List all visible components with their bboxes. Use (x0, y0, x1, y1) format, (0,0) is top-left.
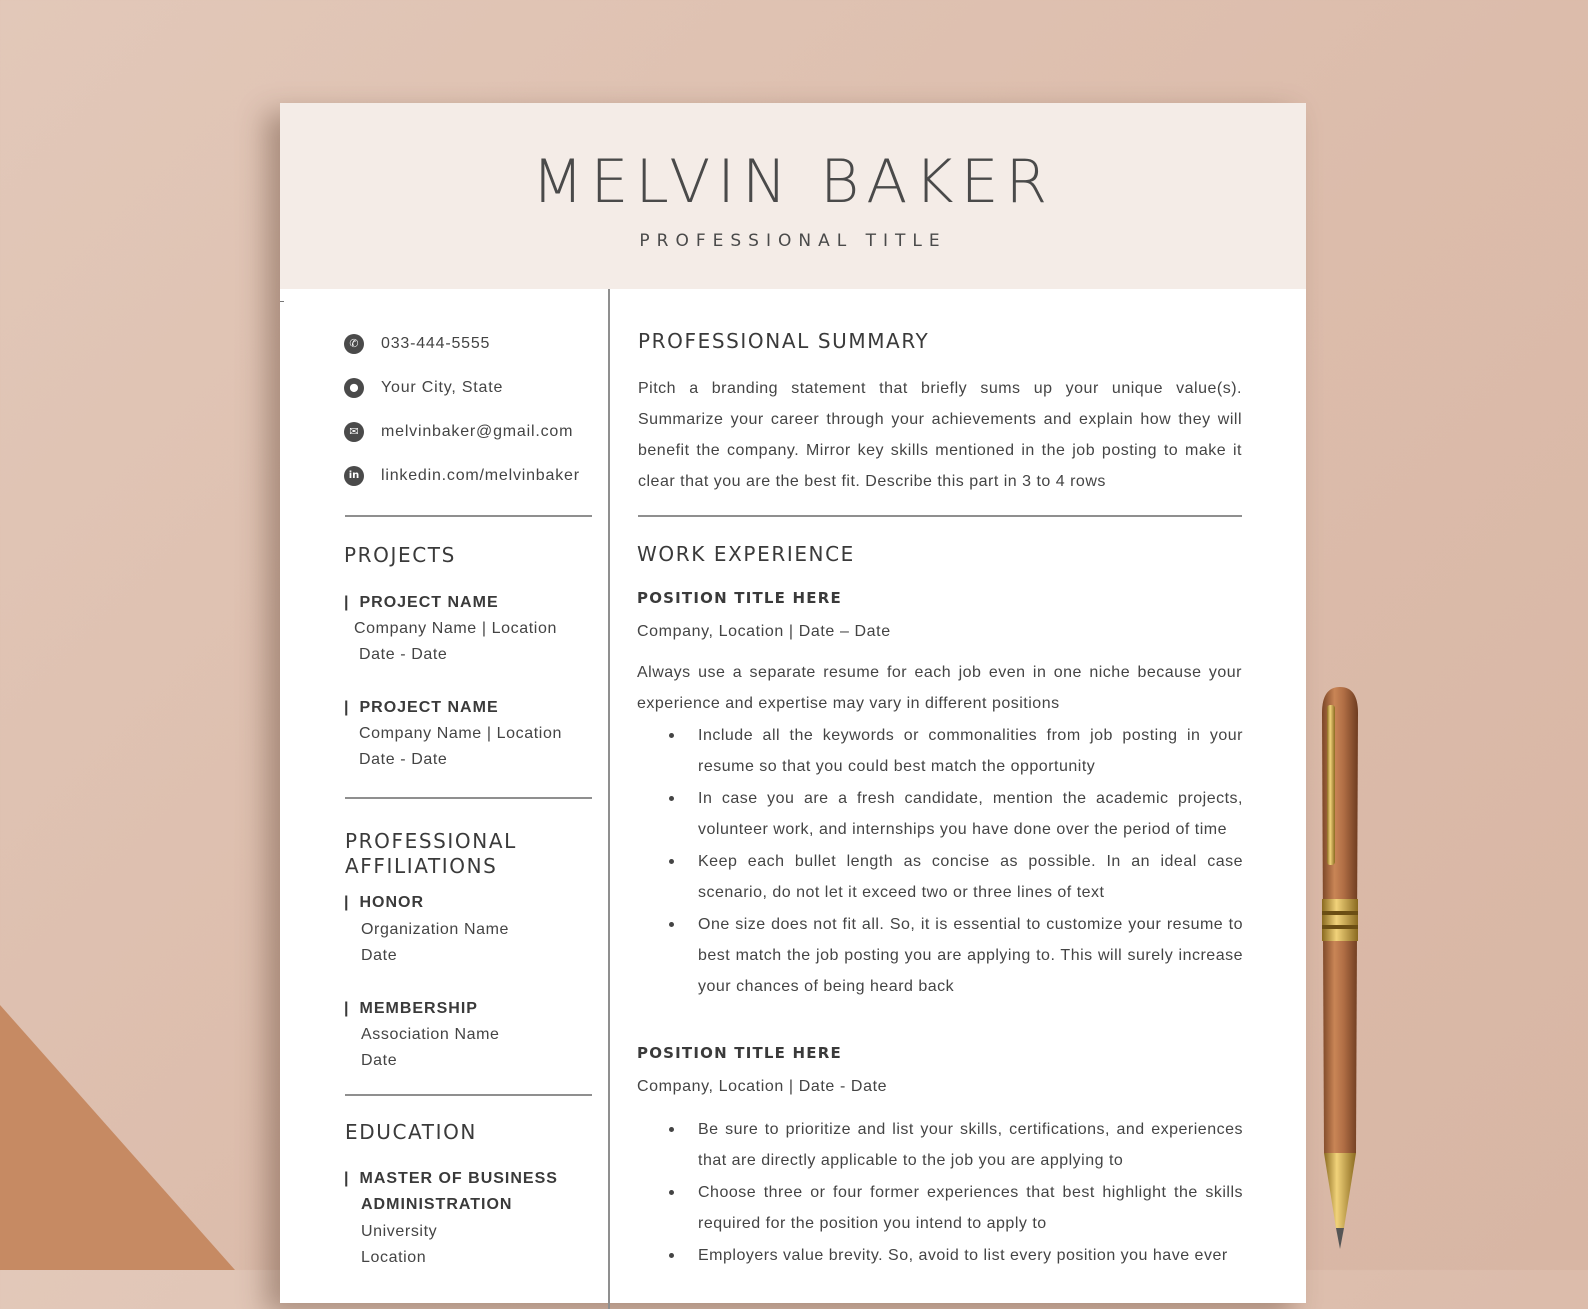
summary-text: Pitch a branding statement that briefly sums up your unique value(s). Summarize your career through your achievements and explain how they will benefit the company. Mirror key skills mentioned in the job posting to make it clear that you are the best fit. Describe this part in 3 to 4 rows (638, 380, 1242, 490)
affiliation-name: | MEMBERSHIP (344, 1000, 478, 1017)
corner-accent (0, 1005, 235, 1270)
list-item: One size does not fit all. So, it is essential to customize your resume to best match the job posting you are applying to. This will surely increase your chances of being heard back (698, 909, 1243, 1002)
affiliation-date: Date (361, 1052, 398, 1069)
position-description: Always use a separate resume for each job even in one niche because your experience and expertise may vary in different positions (637, 664, 1242, 712)
affiliation-org: Association Name (361, 1026, 500, 1043)
position-bullets (698, 720, 1243, 1003)
affiliation-name: | HONOR (344, 894, 425, 911)
resume-header (280, 103, 1306, 289)
project-name: | PROJECT NAME (344, 699, 499, 716)
list-item: In case you are a fresh candidate, mention the academic projects, volunteer work, and internships you have done over the period of time (698, 783, 1243, 845)
education-location: Location (361, 1249, 427, 1266)
affiliation-date: Date (361, 947, 398, 964)
position-bullets (698, 1114, 1243, 1272)
divider (345, 515, 592, 517)
summary-heading: PROFESSIONAL SUMMARY (638, 329, 930, 353)
email-text: melvinbaker@gmail.com (381, 423, 574, 440)
divider (638, 515, 1242, 517)
projects-heading: PROJECTS (344, 543, 456, 567)
phone-icon: ✆ (344, 334, 364, 354)
contact-phone (344, 333, 604, 357)
resume-page (280, 103, 1306, 1303)
list-item: Include all the keywords or commonalities from job posting in your resume so that you could best match the opportunity (698, 720, 1243, 782)
phone-text: 033-444-5555 (381, 335, 491, 352)
contact-location (344, 377, 604, 401)
education-heading: EDUCATION (345, 1120, 477, 1144)
list-item: Keep each bullet length as concise as possible. In an ideal case scenario, do not let it exceed two or three lines of text (698, 846, 1243, 908)
degree-line2: ADMINISTRATION (361, 1196, 513, 1213)
education-school: University (361, 1223, 438, 1240)
linkedin-text: linkedin.com/melvinbaker (381, 467, 580, 484)
position-title: POSITION TITLE HERE (637, 589, 842, 607)
linkedin-icon: in (344, 466, 364, 486)
project-company: Company Name | Location (359, 725, 562, 742)
project-company: Company Name | Location (354, 620, 557, 637)
affiliations-heading-line2: AFFILIATIONS (345, 854, 498, 878)
position-title: POSITION TITLE HERE (637, 1044, 842, 1062)
degree-line1: | MASTER OF BUSINESS (344, 1170, 558, 1187)
tick-mark (280, 301, 284, 302)
affiliation-org: Organization Name (361, 921, 510, 938)
list-item: Be sure to prioritize and list your skills, certifications, and experiences that are directly applicable to the job you are applying to (698, 1114, 1243, 1176)
location-icon: ⬤ (344, 378, 364, 398)
email-icon: ✉ (344, 422, 364, 442)
contact-linkedin (344, 465, 604, 489)
column-divider (608, 289, 610, 1309)
candidate-name: MELVIN BAKER (531, 147, 1055, 217)
experience-heading: WORK EXPERIENCE (637, 542, 855, 566)
location-text: Your City, State (381, 379, 504, 396)
contact-email (344, 421, 604, 445)
project-date: Date - Date (359, 751, 448, 768)
position-company: Company, Location | Date - Date (637, 1078, 888, 1095)
position-company: Company, Location | Date – Date (637, 623, 891, 640)
divider (345, 797, 592, 799)
project-name: | PROJECT NAME (344, 594, 499, 611)
affiliations-heading-line1: PROFESSIONAL (345, 829, 517, 853)
professional-title: PROFESSIONAL TITLE (639, 231, 947, 251)
list-item: Employers value brevity. So, avoid to list every position you have ever (698, 1240, 1243, 1271)
pen-icon (1316, 683, 1364, 1253)
project-date: Date - Date (359, 646, 448, 663)
divider (345, 1094, 592, 1096)
list-item: Choose three or four former experiences that best highlight the skills required for the position you intend to apply to (698, 1177, 1243, 1239)
